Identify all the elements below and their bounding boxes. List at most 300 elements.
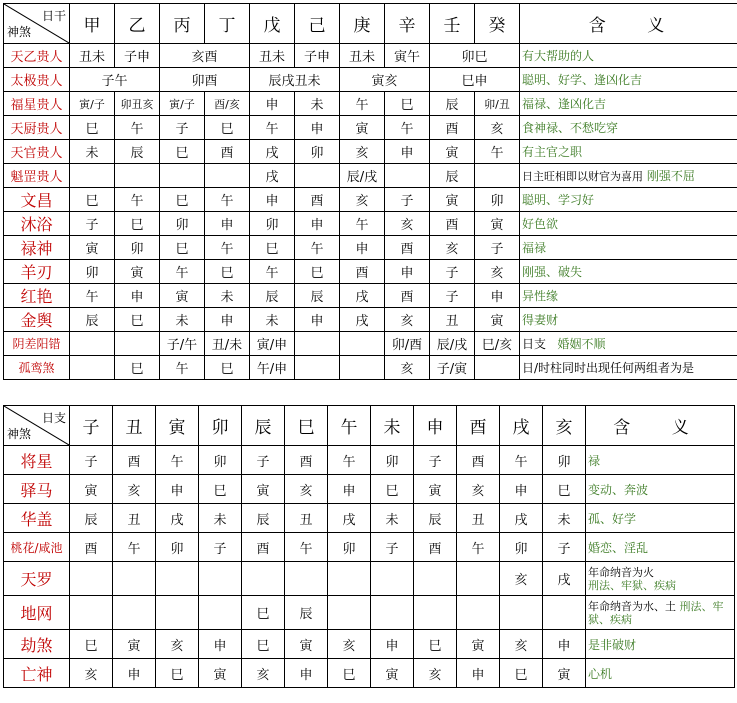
table-cell: 戌: [250, 140, 295, 164]
table-cell: 申: [371, 630, 414, 659]
table-cell: 寅亥: [340, 68, 430, 92]
table-cell: 午: [113, 533, 156, 562]
table-row: [4, 659, 735, 688]
row-name: 地网: [4, 596, 70, 630]
table-cell: 卯/丑: [475, 92, 520, 116]
table-cell: 午: [295, 236, 340, 260]
table-cell: 午: [205, 236, 250, 260]
table-cell: 酉: [457, 446, 500, 475]
header-cell: 癸: [475, 4, 520, 44]
table-cell: [295, 332, 340, 356]
row-name: 文昌: [4, 188, 70, 212]
table-cell: [160, 164, 205, 188]
table-cell: 卯巳: [430, 44, 520, 68]
row-name: 阴差阳错: [4, 332, 70, 356]
table-cell: 寅: [371, 659, 414, 688]
table-cell: 子午: [70, 68, 160, 92]
header-cell: 午: [328, 406, 371, 446]
header-cell: 辰: [242, 406, 285, 446]
table-cell: 卯/酉: [385, 332, 430, 356]
table-cell: [328, 562, 371, 596]
table-cell: 申: [295, 212, 340, 236]
table-cell: 巳: [242, 596, 285, 630]
table-cell: 申: [543, 630, 586, 659]
table-cell: 寅: [70, 475, 113, 504]
table-cell: 申: [340, 236, 385, 260]
header-cell: 乙: [115, 4, 160, 44]
table-cell: 巳: [199, 475, 242, 504]
table-cell: 辰: [115, 140, 160, 164]
table-cell: 寅: [70, 236, 115, 260]
header-cell: 申: [414, 406, 457, 446]
table-cell: 未: [371, 504, 414, 533]
table-cell: 辰戌丑未: [250, 68, 340, 92]
table-cell: [70, 332, 115, 356]
table-cell: 丑: [285, 504, 328, 533]
table-cell: 巳: [242, 630, 285, 659]
table-cell: 午/申: [250, 356, 295, 380]
table-cell: 亥: [328, 630, 371, 659]
day-branch-table: [3, 405, 735, 688]
table-row: [4, 562, 735, 596]
table-cell: [414, 562, 457, 596]
table-cell: 巳: [328, 659, 371, 688]
table-row: [4, 356, 737, 380]
table-cell: 巳: [205, 356, 250, 380]
table-cell: [199, 596, 242, 630]
table-cell: 子: [414, 446, 457, 475]
table-row: [4, 212, 737, 236]
table-cell: 辰: [430, 164, 475, 188]
table-cell: 酉: [414, 533, 457, 562]
table-cell: 寅: [430, 140, 475, 164]
table-row: [4, 260, 737, 284]
table-cell: 巳: [70, 630, 113, 659]
table-cell: 子: [430, 260, 475, 284]
table-cell: 申: [113, 659, 156, 688]
table-cell: 申: [295, 116, 340, 140]
meaning-note: 年命纳音为水、土: [588, 599, 676, 613]
row-name: 将星: [4, 446, 70, 475]
table-cell: [475, 356, 520, 380]
header-cell: 亥: [543, 406, 586, 446]
table-cell: 酉: [113, 446, 156, 475]
meaning-cell: 有主官之职: [520, 140, 737, 164]
meaning-header: 含 义: [520, 4, 737, 44]
table-header-row: [4, 4, 737, 44]
meaning-cell: 福禄、逢凶化吉: [520, 92, 737, 116]
table-cell: 午: [156, 446, 199, 475]
table-cell: [340, 332, 385, 356]
row-name: 红艳: [4, 284, 70, 308]
table-cell: 巳: [295, 260, 340, 284]
header-cell: 巳: [285, 406, 328, 446]
row-name: 天乙贵人: [4, 44, 70, 68]
table-header-row: [4, 406, 735, 446]
header-cell: 寅: [156, 406, 199, 446]
table-cell: 戌: [250, 164, 295, 188]
meaning-text: 刚强不屈: [646, 169, 695, 183]
table-row: [4, 164, 737, 188]
table-cell: 午: [328, 446, 371, 475]
table-cell: 酉: [205, 140, 250, 164]
table-cell: 亥酉: [160, 44, 250, 68]
table-cell: 午: [160, 356, 205, 380]
meaning-cell: 得妻财: [520, 308, 737, 332]
table-cell: 寅: [430, 188, 475, 212]
table-cell: 亥: [385, 308, 430, 332]
header-cell: 酉: [457, 406, 500, 446]
row-name: 魁罡贵人: [4, 164, 70, 188]
table-cell: 卯丑亥: [115, 92, 160, 116]
table-cell: 午: [285, 533, 328, 562]
table-row: [4, 68, 737, 92]
table-cell: 子: [199, 533, 242, 562]
table-cell: 丑: [430, 308, 475, 332]
table-cell: 酉: [430, 116, 475, 140]
table-cell: 子: [371, 533, 414, 562]
table-cell: [414, 596, 457, 630]
table-row: [4, 284, 737, 308]
header-cell: 甲: [70, 4, 115, 44]
table-cell: [285, 562, 328, 596]
meaning-cell: 好色欲: [520, 212, 737, 236]
table-cell: [543, 596, 586, 630]
table-cell: 寅: [414, 475, 457, 504]
table-cell: 午: [160, 260, 205, 284]
table-cell: 子: [242, 446, 285, 475]
table-cell: [70, 356, 115, 380]
table-cell: 巳: [160, 236, 205, 260]
table-cell: 午: [340, 212, 385, 236]
table-cell: [500, 596, 543, 630]
corner-bottom-label: 神煞: [7, 25, 32, 39]
table-cell: 亥: [340, 140, 385, 164]
table-cell: 卯: [295, 140, 340, 164]
table-cell: 寅: [242, 475, 285, 504]
meaning-note: 日主旺相即以财官为喜用: [522, 170, 643, 183]
meaning-cell: [520, 356, 737, 380]
table-cell: [70, 596, 113, 630]
table-cell: 寅/子: [70, 92, 115, 116]
row-name: 天罗: [4, 562, 70, 596]
table-cell: 辰/戌: [430, 332, 475, 356]
table-cell: 酉: [242, 533, 285, 562]
table-cell: 丑未: [250, 44, 295, 68]
header-cell: 丑: [113, 406, 156, 446]
row-name: 驿马: [4, 475, 70, 504]
table-cell: 申: [250, 92, 295, 116]
table-cell: 申: [205, 212, 250, 236]
table-cell: 酉/亥: [205, 92, 250, 116]
table-cell: 巳: [115, 308, 160, 332]
table-cell: 卯: [328, 533, 371, 562]
table-cell: 卯: [115, 236, 160, 260]
table-cell: 寅: [113, 630, 156, 659]
table-cell: 丑未: [70, 44, 115, 68]
table-cell: 辰: [242, 504, 285, 533]
table-cell: 午: [250, 116, 295, 140]
meaning-note: 日支: [522, 337, 547, 351]
table-cell: 申: [156, 475, 199, 504]
row-name: 劫煞: [4, 630, 70, 659]
meaning-note: 日/时柱同时出现任何两组者为是: [522, 361, 695, 375]
table-row: [4, 504, 735, 533]
table-cell: [70, 164, 115, 188]
table-cell: 亥: [242, 659, 285, 688]
table-cell: 卯: [199, 446, 242, 475]
table-cell: 辰: [250, 284, 295, 308]
row-name: 太极贵人: [4, 68, 70, 92]
table-cell: 酉: [295, 188, 340, 212]
table-cell: 酉: [340, 260, 385, 284]
meaning-cell: 禄: [586, 446, 735, 475]
table-row: [4, 630, 735, 659]
table-cell: 子: [430, 284, 475, 308]
table-cell: 丑: [457, 504, 500, 533]
row-name: 天厨贵人: [4, 116, 70, 140]
row-name: 沐浴: [4, 212, 70, 236]
table-cell: 亥: [385, 356, 430, 380]
table-cell: 申: [115, 284, 160, 308]
table-cell: 卯: [371, 446, 414, 475]
table-cell: 午: [205, 188, 250, 212]
table-cell: 未: [160, 308, 205, 332]
table-cell: [371, 596, 414, 630]
row-name: 金舆: [4, 308, 70, 332]
row-name: 羊刃: [4, 260, 70, 284]
table-cell: 巳: [205, 116, 250, 140]
table-cell: 子/午: [160, 332, 205, 356]
table-cell: 亥: [113, 475, 156, 504]
table-cell: 酉: [385, 236, 430, 260]
table-cell: 午: [340, 92, 385, 116]
table-cell: 申: [295, 308, 340, 332]
table-cell: 巳: [160, 188, 205, 212]
table-cell: 午: [70, 284, 115, 308]
row-name: 孤鸾煞: [4, 356, 70, 380]
table-cell: 戌: [328, 504, 371, 533]
table-cell: 巳: [115, 356, 160, 380]
table-cell: 寅: [115, 260, 160, 284]
table-cell: [457, 596, 500, 630]
table-row: [4, 533, 735, 562]
table-cell: 寅: [199, 659, 242, 688]
meaning-header: 含 义: [586, 406, 735, 446]
table-cell: 亥: [457, 475, 500, 504]
row-name: 天官贵人: [4, 140, 70, 164]
table-cell: 巳申: [430, 68, 520, 92]
table-cell: 午: [475, 140, 520, 164]
table-cell: 戌: [340, 284, 385, 308]
table-cell: 巳: [371, 475, 414, 504]
row-name: 桃花/咸池: [4, 533, 70, 562]
table-cell: 巳: [250, 236, 295, 260]
table-cell: 寅: [543, 659, 586, 688]
table-cell: 午: [385, 116, 430, 140]
table-cell: [328, 596, 371, 630]
table-cell: 亥: [500, 630, 543, 659]
header-cell: 己: [295, 4, 340, 44]
table-cell: 申: [250, 188, 295, 212]
table-cell: 丑: [113, 504, 156, 533]
corner-top-label: 日干: [41, 9, 66, 23]
meaning-cell: 变动、奔波: [586, 475, 735, 504]
meaning-cell: [520, 332, 737, 356]
table-cell: 寅: [160, 284, 205, 308]
meaning-cell: 孤、好学: [586, 504, 735, 533]
meaning-cell: 有大帮助的人: [520, 44, 737, 68]
table-cell: 申: [457, 659, 500, 688]
table-cell: 酉: [285, 446, 328, 475]
header-cell: 丙: [160, 4, 205, 44]
table-cell: 巳: [500, 659, 543, 688]
table-cell: 子: [543, 533, 586, 562]
table-cell: 寅: [475, 212, 520, 236]
table-cell: 辰: [414, 504, 457, 533]
table-cell: 亥: [156, 630, 199, 659]
table-cell: 辰/戌: [340, 164, 385, 188]
row-name: 亡神: [4, 659, 70, 688]
table-cell: 申: [385, 140, 430, 164]
meaning-text: 刑法、牢狱、疾病: [588, 578, 676, 592]
table-cell: [156, 596, 199, 630]
table-cell: 卯: [475, 188, 520, 212]
table-cell: [115, 332, 160, 356]
table-cell: 申: [475, 284, 520, 308]
table-cell: 卯: [500, 533, 543, 562]
table-cell: 寅: [475, 308, 520, 332]
table-cell: [115, 164, 160, 188]
table-cell: [457, 562, 500, 596]
meaning-cell: [586, 596, 735, 630]
table-cell: 酉: [70, 533, 113, 562]
table-cell: 巳: [70, 188, 115, 212]
table-cell: 子: [160, 116, 205, 140]
table-cell: [156, 562, 199, 596]
meaning-cell: 食神禄、不愁吃穿: [520, 116, 737, 140]
table-cell: 丑未: [340, 44, 385, 68]
table-cell: 亥: [285, 475, 328, 504]
meaning-cell: 福禄: [520, 236, 737, 260]
table-row: [4, 44, 737, 68]
corner-cell: [4, 406, 70, 446]
table-row: [4, 446, 735, 475]
table-cell: 卯: [160, 212, 205, 236]
row-name: 禄神: [4, 236, 70, 260]
table-cell: [199, 562, 242, 596]
table-cell: 巳/亥: [475, 332, 520, 356]
header-cell: 戌: [500, 406, 543, 446]
table-cell: 亥: [430, 236, 475, 260]
table-cell: 巳: [205, 260, 250, 284]
table-cell: 亥: [414, 659, 457, 688]
header-cell: 壬: [430, 4, 475, 44]
row-name: 华盖: [4, 504, 70, 533]
table-cell: 辰: [295, 284, 340, 308]
table-cell: [295, 356, 340, 380]
table-cell: 申: [328, 475, 371, 504]
header-cell: 戊: [250, 4, 295, 44]
table-cell: 寅/子: [160, 92, 205, 116]
table-cell: [385, 164, 430, 188]
table-cell: 午: [500, 446, 543, 475]
table-cell: 酉: [430, 212, 475, 236]
table-cell: 子申: [115, 44, 160, 68]
meaning-cell: 刚强、破失: [520, 260, 737, 284]
table-cell: 巳: [160, 140, 205, 164]
table-cell: 辰: [70, 308, 115, 332]
table-cell: 寅: [457, 630, 500, 659]
table-cell: 午: [115, 188, 160, 212]
meaning-cell: [586, 562, 735, 596]
table-cell: 戌: [500, 504, 543, 533]
table-cell: 巳: [385, 92, 430, 116]
table-cell: [371, 562, 414, 596]
table-cell: 亥: [70, 659, 113, 688]
table-cell: 巳: [115, 212, 160, 236]
table-cell: 申: [385, 260, 430, 284]
table-cell: [113, 562, 156, 596]
table-cell: 未: [70, 140, 115, 164]
table-cell: 巳: [543, 475, 586, 504]
table-cell: [113, 596, 156, 630]
table-cell: 未: [250, 308, 295, 332]
table-cell: 未: [205, 284, 250, 308]
header-cell: 庚: [340, 4, 385, 44]
table-cell: 戌: [543, 562, 586, 596]
table-row: [4, 92, 737, 116]
day-stem-table: [3, 3, 737, 380]
table-row: [4, 332, 737, 356]
table-cell: 戌: [340, 308, 385, 332]
meaning-text: 刑法、牢狱、疾病: [588, 599, 724, 626]
table-cell: 午: [250, 260, 295, 284]
table-cell: 子申: [295, 44, 340, 68]
table-cell: 辰: [430, 92, 475, 116]
corner-bottom-label: 神煞: [7, 427, 32, 441]
table-cell: 亥: [475, 116, 520, 140]
table-cell: [242, 562, 285, 596]
meaning-cell: 聪明、好学、逢凶化吉: [520, 68, 737, 92]
table-cell: 申: [199, 630, 242, 659]
table-cell: 酉: [385, 284, 430, 308]
corner-top-label: 日支: [41, 411, 66, 425]
table-row: [4, 116, 737, 140]
table-cell: 子/寅: [430, 356, 475, 380]
table-cell: 戌: [156, 504, 199, 533]
table-cell: 辰: [285, 596, 328, 630]
table-cell: [340, 356, 385, 380]
table-cell: 卯: [250, 212, 295, 236]
header-cell: 子: [70, 406, 113, 446]
table-cell: 亥: [500, 562, 543, 596]
table-cell: 子: [385, 188, 430, 212]
meaning-cell: [520, 164, 737, 188]
table-cell: 巳: [156, 659, 199, 688]
table-cell: [475, 164, 520, 188]
table-row: [4, 188, 737, 212]
table-cell: [205, 164, 250, 188]
table-cell: 申: [500, 475, 543, 504]
row-name: 福星贵人: [4, 92, 70, 116]
table-row: [4, 308, 737, 332]
table-cell: [295, 164, 340, 188]
table-cell: 午: [457, 533, 500, 562]
table-cell: 未: [199, 504, 242, 533]
meaning-cell: 是非破财: [586, 630, 735, 659]
table-cell: 亥: [340, 188, 385, 212]
